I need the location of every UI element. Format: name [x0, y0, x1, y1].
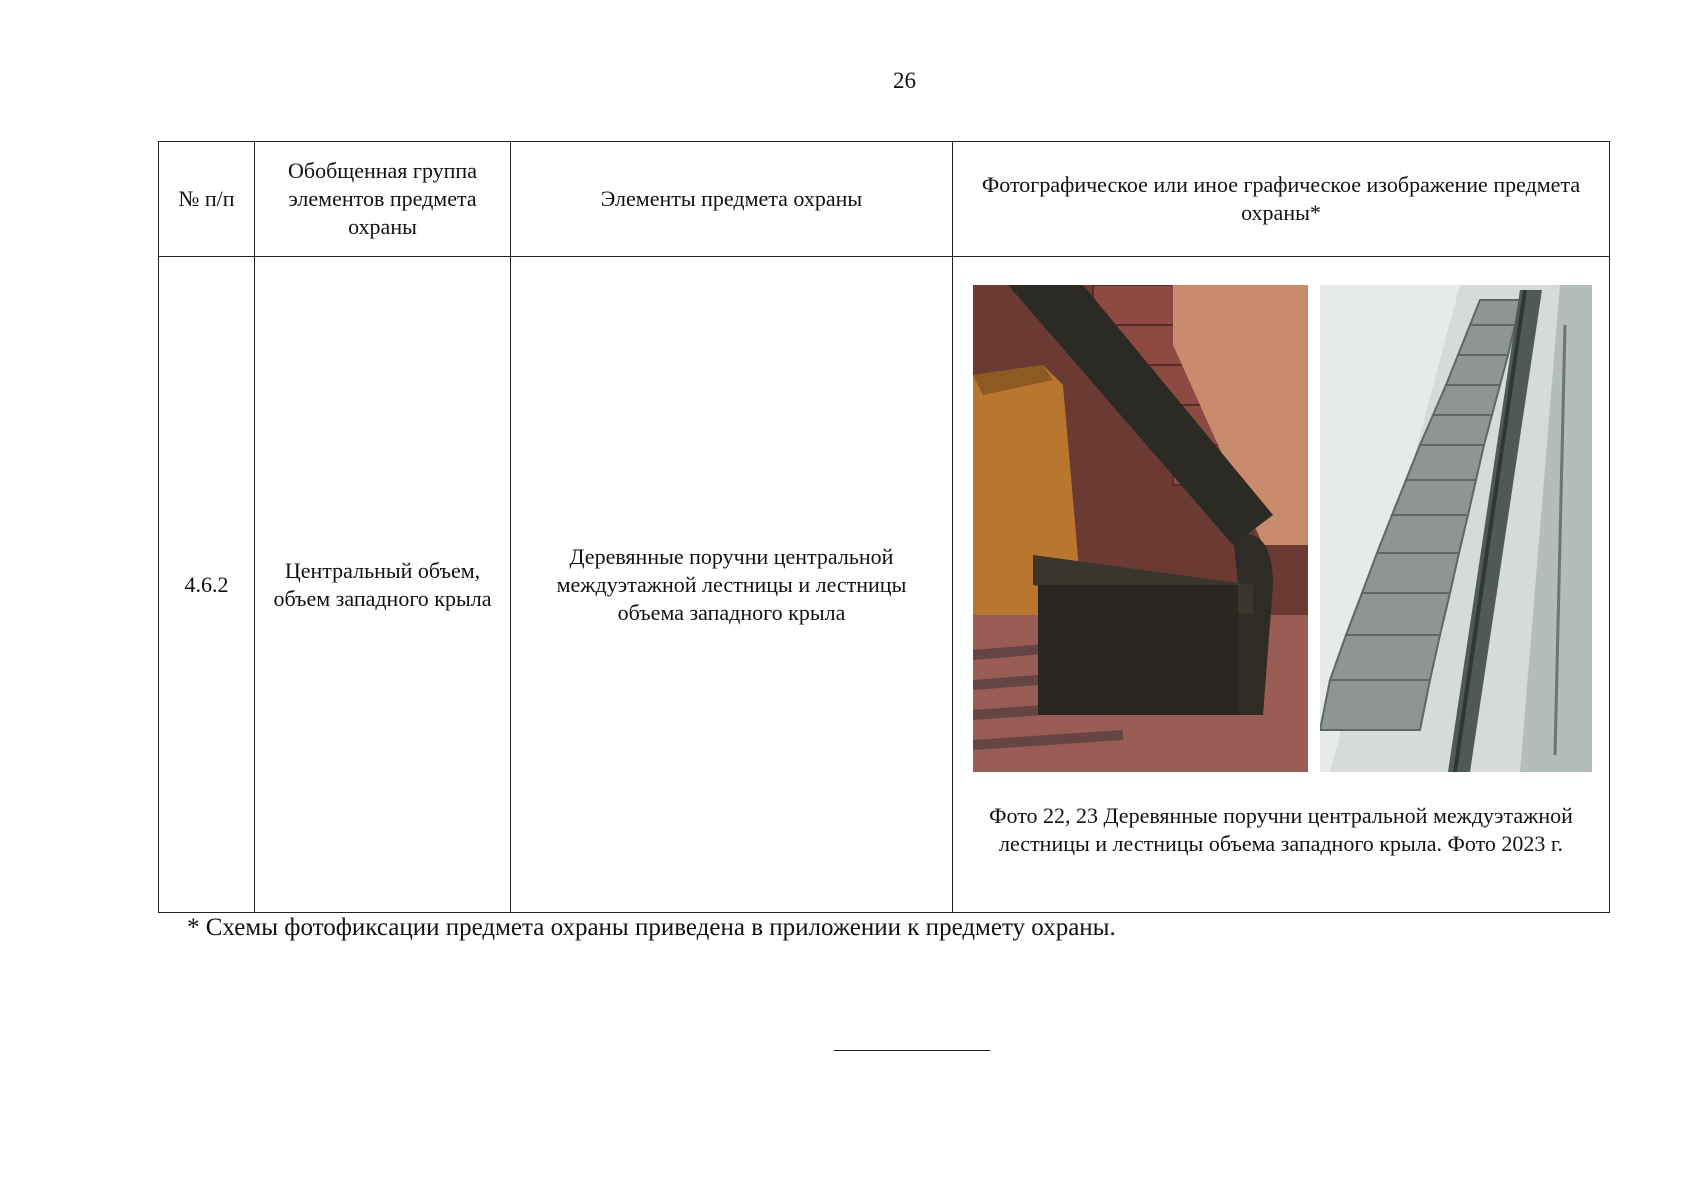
page-number: 26	[893, 68, 916, 93]
table-row	[159, 257, 1610, 913]
photo-west-wing-staircase	[1320, 285, 1592, 772]
row-num: 4.6.2	[159, 257, 255, 913]
row-image-cell	[953, 257, 1610, 913]
header-group: Обобщенная группа элементов предмета охраны	[255, 142, 511, 257]
photo-pair	[973, 285, 1595, 772]
row-elements: Деревянные поручни центральной междуэтажной лестницы и лестницы объема западного крыла	[511, 257, 953, 913]
header-image: Фотографическое или иное графическое изображение предмета охраны*	[953, 142, 1610, 257]
protection-table	[158, 141, 1610, 913]
photo-caption: Фото 22, 23 Деревянные поручни центральной междуэтажной лестницы и лестницы объема западного крыла. Фото 2023 г.	[989, 803, 1573, 856]
end-separator-line	[834, 1050, 990, 1051]
header-num: № п/п	[159, 142, 255, 257]
row-group: Центральный объем, объем западного крыла	[255, 257, 511, 913]
photo-central-staircase-handrail	[973, 285, 1308, 772]
table-header-row	[159, 142, 1610, 257]
footnote: * Схемы фотофиксации предмета охраны приведена в приложении к предмету охраны.	[187, 914, 1116, 941]
header-elements: Элементы предмета охраны	[511, 142, 953, 257]
